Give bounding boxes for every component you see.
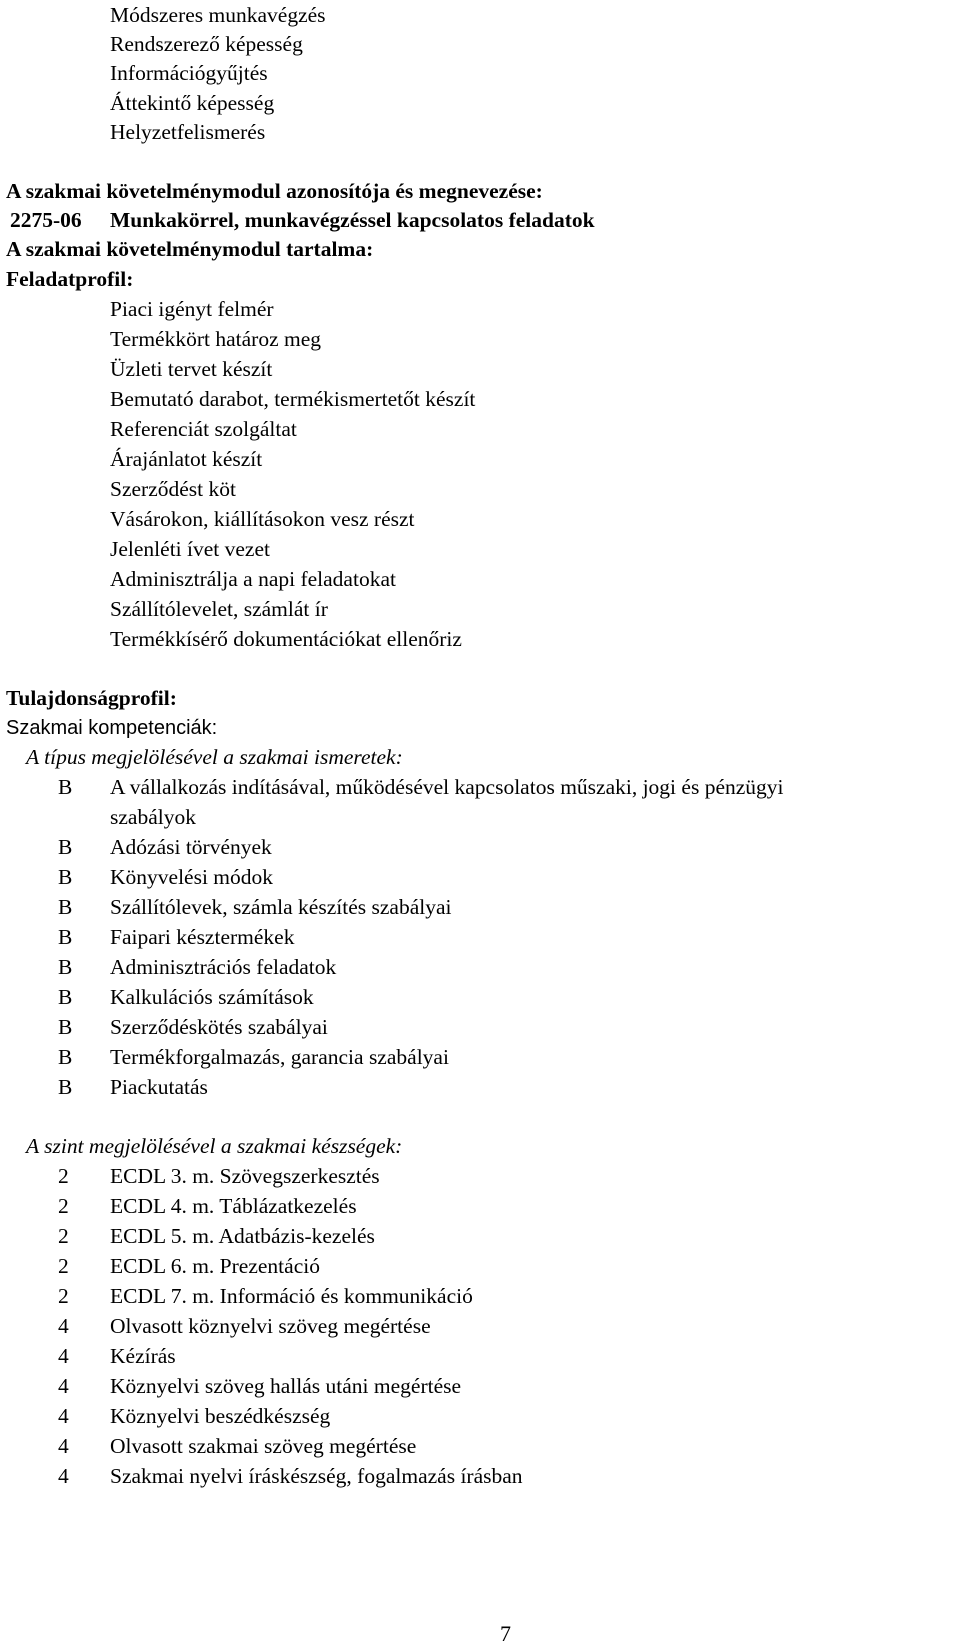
skill-item: ECDL 3. m. Szövegszerkesztés	[110, 1164, 380, 1188]
task-profile-item: Szállítólevelet, számlát ír	[110, 597, 328, 621]
task-profile-item: Árajánlatot készít	[110, 447, 263, 471]
skill-level: 4	[58, 1404, 69, 1428]
knowledge-item: A vállalkozás indításával, működésével kapcsolatos műszaki, jogi és pénzügyi	[110, 775, 784, 799]
knowledge-code: B	[58, 1045, 73, 1069]
property-profile-heading: Tulajdonságprofil:	[6, 686, 177, 710]
knowledge-item: Szállítólevek, számla készítés szabályai	[110, 895, 452, 919]
skill-level: 2	[58, 1224, 69, 1248]
skill-level: 2	[58, 1164, 69, 1188]
skill-item: ECDL 5. m. Adatbázis-kezelés	[110, 1224, 375, 1248]
knowledge-item-continuation: szabályok	[110, 805, 196, 829]
skill-item: ECDL 4. m. Táblázatkezelés	[110, 1194, 357, 1218]
skill-level: 2	[58, 1284, 69, 1308]
task-profile-item: Piaci igényt felmér	[110, 297, 274, 321]
knowledge-item: Termékforgalmazás, garancia szabályai	[110, 1045, 449, 1069]
task-profile-item: Termékkört határoz meg	[110, 327, 322, 351]
skill-level: 4	[58, 1344, 69, 1368]
skill-item: Köznyelvi beszédkészség	[110, 1404, 331, 1428]
skill-item: Szakmai nyelvi íráskészség, fogalmazás írásban	[110, 1464, 523, 1488]
module-id: 2275-06	[10, 208, 82, 232]
page-number: 7	[500, 1621, 511, 1646]
skill-item: ECDL 6. m. Prezentáció	[110, 1254, 320, 1278]
knowledge-item: Könyvelési módok	[110, 865, 274, 889]
task-profile-item: Jelenléti ívet vezet	[110, 537, 270, 561]
top-skill: Információgyűjtés	[110, 61, 268, 85]
skill-item: Olvasott szakmai szöveg megértése	[110, 1434, 417, 1458]
top-skill: Módszeres munkavégzés	[110, 3, 326, 27]
task-profile-item: Referenciát szolgáltat	[110, 417, 297, 441]
knowledge-code: B	[58, 865, 73, 889]
knowledge-code: B	[58, 1015, 73, 1039]
skill-level: 2	[58, 1254, 69, 1278]
knowledge-code: B	[58, 1075, 73, 1099]
knowledge-code: B	[58, 775, 73, 799]
top-skill: Áttekintő képesség	[110, 91, 275, 115]
skill-item: Olvasott köznyelvi szöveg megértése	[110, 1314, 431, 1338]
skill-item: ECDL 7. m. Információ és kommunikáció	[110, 1284, 473, 1308]
skill-level: 4	[58, 1374, 69, 1398]
skill-level: 4	[58, 1464, 69, 1488]
task-profile-item: Üzleti tervet készít	[110, 357, 273, 381]
knowledge-code: B	[58, 955, 73, 979]
module-id-heading: A szakmai követelménymodul azonosítója és megnevezése:	[6, 179, 543, 203]
knowledge-item: Szerződéskötés szabályai	[110, 1015, 328, 1039]
top-skill: Helyzetfelismerés	[110, 120, 266, 144]
module-content-heading: A szakmai követelménymodul tartalma:	[6, 237, 374, 261]
skill-level: 2	[58, 1194, 69, 1218]
skill-item: Kézírás	[110, 1344, 176, 1368]
knowledge-code: B	[58, 835, 73, 859]
knowledge-heading: A típus megjelölésével a szakmai ismeretek:	[26, 745, 403, 769]
knowledge-item: Adózási törvények	[110, 835, 272, 859]
skill-level: 4	[58, 1434, 69, 1458]
task-profile-heading: Feladatprofil:	[6, 267, 134, 291]
knowledge-item: Piackutatás	[110, 1075, 208, 1099]
task-profile-item: Adminisztrálja a napi feladatokat	[110, 567, 396, 591]
knowledge-item: Kalkulációs számítások	[110, 985, 314, 1009]
knowledge-item: Faipari késztermékek	[110, 925, 295, 949]
task-profile-item: Termékkísérő dokumentációkat ellenőriz	[110, 627, 462, 651]
competencies-heading: Szakmai kompetenciák:	[6, 717, 218, 739]
skill-level: 4	[58, 1314, 69, 1338]
task-profile-item: Bemutató darabot, termékismertetőt készít	[110, 387, 476, 411]
task-profile-item: Szerződést köt	[110, 477, 236, 501]
top-skill: Rendszerező képesség	[110, 32, 303, 56]
knowledge-code: B	[58, 925, 73, 949]
task-profile-item: Vásárokon, kiállításokon vesz részt	[110, 507, 415, 531]
skills-heading: A szint megjelölésével a szakmai készségek:	[26, 1134, 403, 1158]
knowledge-code: B	[58, 895, 73, 919]
knowledge-item: Adminisztrációs feladatok	[110, 955, 337, 979]
module-name: Munkakörrel, munkavégzéssel kapcsolatos feladatok	[110, 208, 595, 232]
knowledge-code: B	[58, 985, 73, 1009]
skill-item: Köznyelvi szöveg hallás utáni megértése	[110, 1374, 462, 1398]
